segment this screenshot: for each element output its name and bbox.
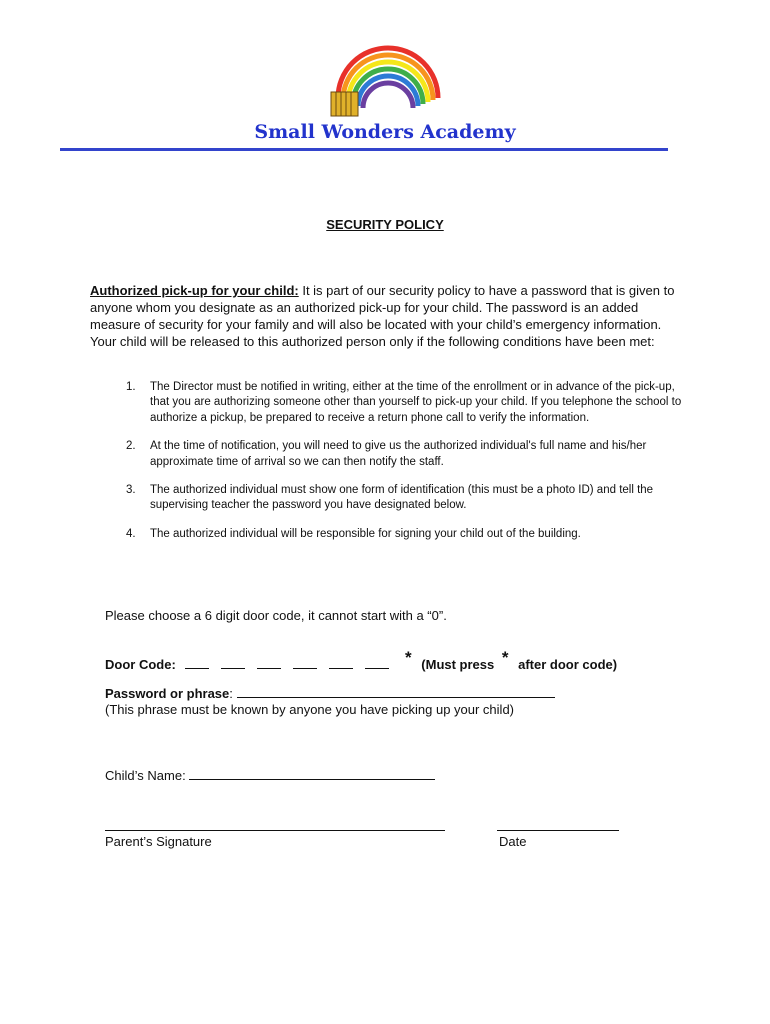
password-label: Password or phrase <box>105 686 230 701</box>
list-item-text: The authorized individual must show one form of identification (this must be a photo ID) and tell the supervising teacher the password you have designated below. <box>150 484 654 512</box>
password-note: (This phrase must be known by anyone you have picking up your child) <box>105 702 514 717</box>
child-name-label: Child’s Name: <box>105 768 186 783</box>
door-code-digit-2[interactable] <box>221 656 245 669</box>
signature-field[interactable] <box>105 830 445 831</box>
list-item-text: The authorized individual will be responsible for signing your child out of the building. <box>150 527 581 540</box>
school-name: Small Wonders Academy <box>254 121 516 143</box>
list-item-number: 4. <box>126 527 136 540</box>
child-name-row <box>105 767 435 783</box>
list-item-number: 1. <box>126 381 136 393</box>
must-press-text: (Must press <box>421 657 495 672</box>
date-field[interactable] <box>497 830 619 831</box>
list-item <box>126 439 682 470</box>
password-field[interactable] <box>237 685 555 698</box>
list-item-number: 3. <box>126 484 136 497</box>
door-code-digit-5[interactable] <box>329 656 353 669</box>
intro-text: It is part of our security policy to have a password that is given to anyone whom you designate as an authorized pick-up for your child. The password is an added measure of security for your family and will also be located with your child’s emergency information. Your child will be released to this authorized person only if the following conditions have been met: <box>90 283 675 349</box>
date-label: Date <box>499 834 527 849</box>
list-item <box>126 527 682 542</box>
policy-title: SECURITY POLICY <box>326 217 444 232</box>
list-item <box>126 483 682 514</box>
rainbow-logo <box>326 38 444 118</box>
door-code-digit-6[interactable] <box>365 656 389 669</box>
intro-lead: Authorized pick-up for your child: <box>90 283 299 298</box>
header-divider <box>60 148 668 151</box>
conditions-list <box>126 380 682 555</box>
password-colon: : <box>229 686 233 701</box>
list-item <box>126 380 682 426</box>
list-item-number: 2. <box>126 440 136 453</box>
door-code-label: Door Code: <box>105 657 176 672</box>
door-code-row <box>105 648 617 672</box>
asterisk-symbol: * <box>405 648 412 667</box>
door-code-instruction: Please choose a 6 digit door code, it cannot start with a “0”. <box>105 608 447 623</box>
child-name-field[interactable] <box>189 767 435 780</box>
list-item-text: The Director must be notified in writing, either at the time of the enrollment or in advance of the pick-up, that you are authorizing someone other than yourself to pick-up your child. If you telephone the school to authorize a pickup, be prepared to receive a return phone call to verify the information. <box>150 381 682 424</box>
list-item-text: At the time of notification, you will need to give us the authorized individual's full name and his/her approximate time of arrival so we can then notify the staff. <box>150 440 647 468</box>
signature-label: Parent’s Signature <box>105 834 212 849</box>
door-code-digit-4[interactable] <box>293 656 317 669</box>
asterisk-symbol: * <box>501 648 509 667</box>
intro-paragraph <box>90 282 680 350</box>
password-row <box>105 685 555 701</box>
after-door-code-text: after door code) <box>518 657 618 672</box>
door-code-digit-3[interactable] <box>257 656 281 669</box>
door-code-digit-1[interactable] <box>185 656 209 669</box>
